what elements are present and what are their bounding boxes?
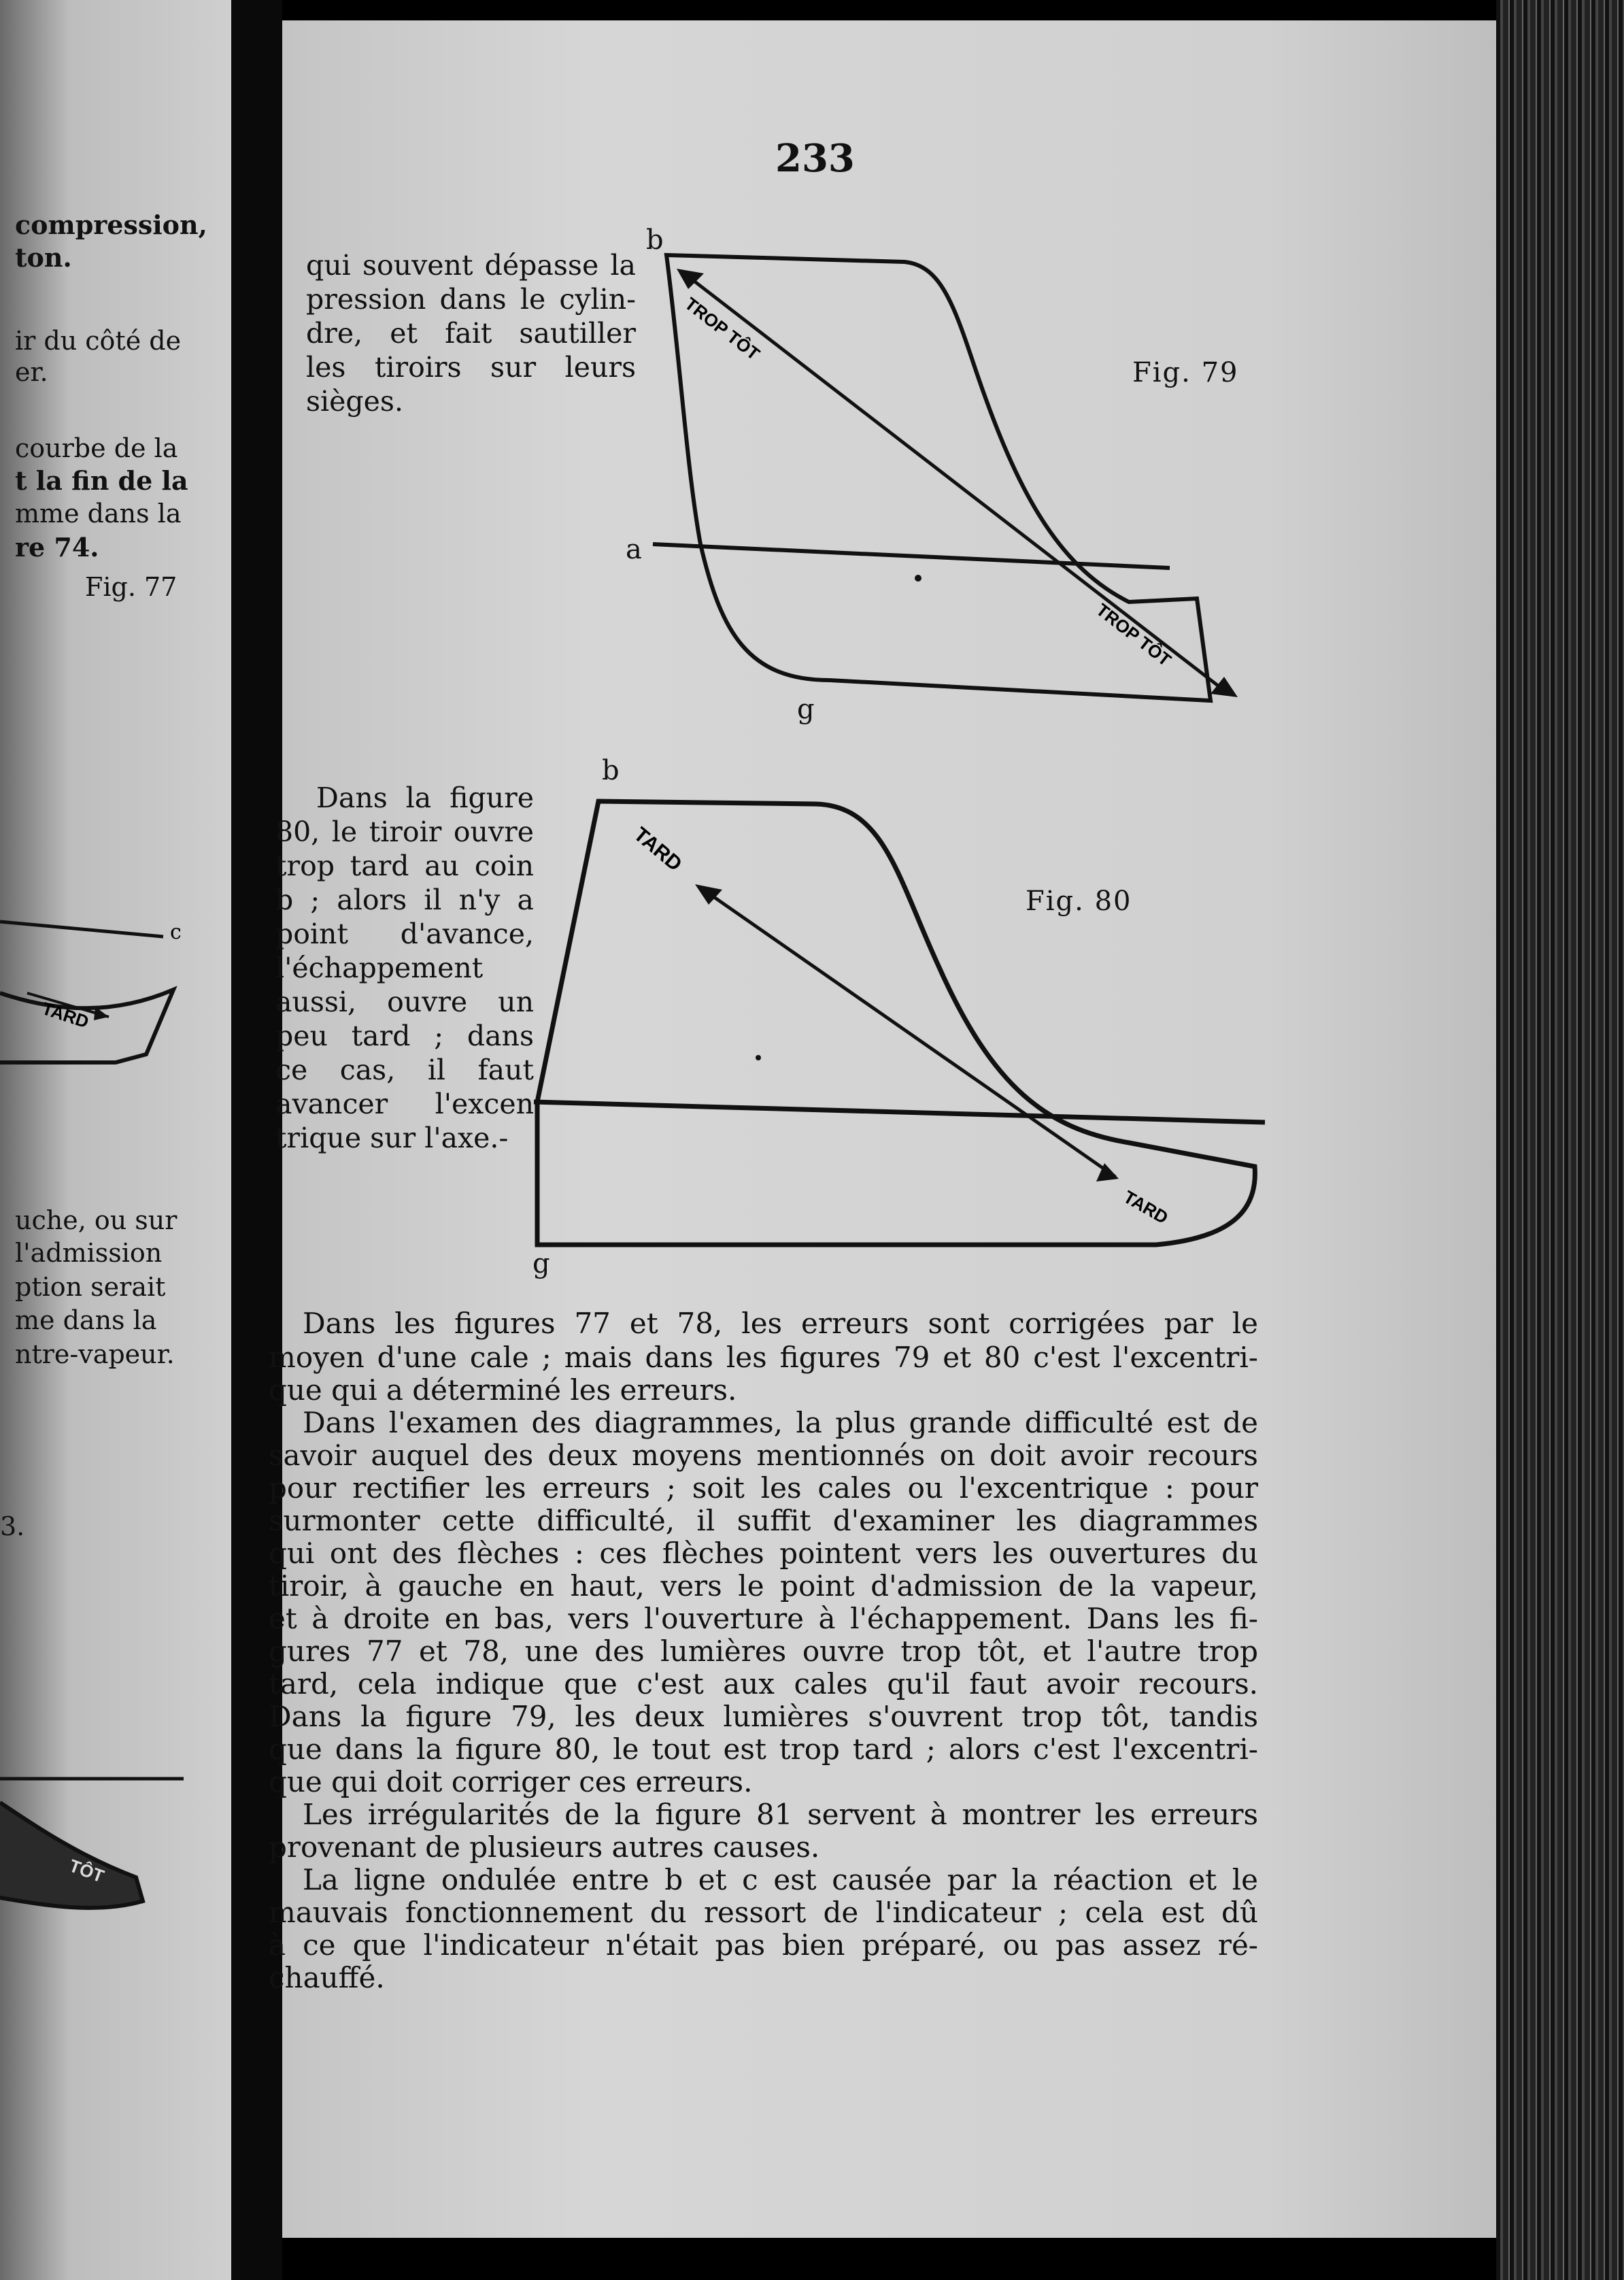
body-line: mauvais fonctionnement du ressort de l'indicateur ; cela est dû: [269, 1896, 1258, 1929]
left-page-line: ton.: [15, 242, 72, 273]
left-diagram-label-tard: TARD: [39, 998, 92, 1033]
left-diagram-fig77: [0, 1768, 231, 1925]
fig80-text-line: trique sur l'axe.-: [275, 1122, 509, 1154]
fig79-text-line: sièges.: [306, 385, 403, 418]
body-line: moyen d'une cale ; mais dans les figures 79 et 80 c'est l'excentri-: [269, 1341, 1258, 1374]
page-number: 233: [775, 136, 855, 181]
left-page-line: courbe de la: [15, 433, 178, 463]
left-page-line: compression,: [15, 209, 207, 240]
body-line: que qui doit corriger ces erreurs.: [269, 1765, 753, 1798]
left-page-line: mme dans la: [15, 499, 182, 529]
body-line: que dans la figure 80, le tout est trop tard ; alors c'est l'excentri-: [269, 1732, 1258, 1766]
body-line: Les irrégularités de la figure 81 servent à montrer les erreurs: [303, 1798, 1258, 1831]
fig79-text-line: pression dans le cylin-: [306, 283, 636, 316]
left-page-line: me dans la: [15, 1305, 157, 1335]
left-diagram-fig78: [0, 884, 231, 1102]
fig79-label-g: g: [797, 694, 815, 725]
body-line: savoir auquel des deux moyens mentionnés on doit avoir recours: [269, 1439, 1258, 1472]
page-edges: [1496, 0, 1624, 2280]
fig80-text-line: peu tard ; dans: [275, 1020, 534, 1052]
left-page-line: uche, ou sur: [15, 1205, 177, 1235]
fig80-arrow-label-bottom: TARD: [1120, 1186, 1172, 1228]
body-line: Dans l'examen des diagrammes, la plus grande difficulté est de: [303, 1406, 1258, 1439]
left-diagram-label-tot: TÔT: [66, 1855, 107, 1887]
left-page-line: re 74.: [15, 532, 99, 563]
fig80-text-line: aussi, ouvre un: [275, 986, 534, 1018]
left-page-line: ption serait: [15, 1272, 166, 1302]
body-line: Dans la figure 79, les deux lumières s'ouvrent trop tôt, tandis: [269, 1700, 1258, 1733]
body-line: pour rectifier les erreurs ; soit les cales ou l'excentrique : pour: [269, 1471, 1258, 1505]
body-line: qui ont des flèches : ces flèches pointent vers les ouvertures du: [269, 1537, 1258, 1570]
fig79-caption: Fig. 79: [1132, 357, 1239, 388]
fig79-side-text: [306, 248, 636, 418]
fig80-label-b: b: [602, 755, 620, 786]
fig80-text-line: trop tard au coin: [275, 850, 534, 882]
fig80-text-line: 80, le tiroir ouvre: [275, 816, 534, 848]
left-page-line: l'admission: [15, 1238, 163, 1268]
body-line: et à droite en bas, vers l'ouverture à l'échappement. Dans les fi-: [269, 1602, 1258, 1635]
fig79-text-line: les tiroirs sur leurs: [306, 351, 636, 384]
fig80-text-line: b ; alors il n'y a: [275, 884, 534, 916]
body-line: gures 77 et 78, une des lumières ouvre trop tôt, et l'autre trop: [269, 1634, 1258, 1668]
left-page-line: er.: [15, 357, 48, 387]
body-line: La ligne ondulée entre b et c est causée par la réaction et le: [303, 1863, 1258, 1896]
left-page-line: 3.: [0, 1511, 25, 1541]
fig79-label-a: a: [626, 534, 642, 565]
fig80-text-line: avancer l'excen: [275, 1088, 534, 1120]
fig80-text-line: l'échappement: [275, 952, 484, 984]
body-line: surmonter cette difficulté, il suffit d'examiner les diagrammes: [269, 1504, 1258, 1537]
fig79-arrow-label-bottom: TROP TÔT: [1092, 599, 1175, 671]
fig79-label-b: b: [646, 224, 664, 256]
body-line: que qui a déterminé les erreurs.: [269, 1373, 737, 1407]
fig80-side-text: [275, 781, 534, 1155]
fig80-diagram: [517, 775, 1299, 1265]
left-page-line: ntre-vapeur.: [15, 1339, 175, 1369]
fig79-text-line: dre, et fait sautiller: [306, 317, 636, 350]
fig79-arrow-label-top: TROP TÔT: [681, 293, 764, 365]
fig80-arrow-label-top: TARD: [629, 823, 686, 876]
body-line: chauffé.: [269, 1961, 385, 1994]
left-page-line: t la fin de la: [15, 465, 188, 496]
fig79-text-line: qui souvent dépasse la: [306, 249, 636, 282]
body-line: tiroir, à gauche en haut, vers le point d'admission de la vapeur,: [269, 1569, 1258, 1603]
fig80-label-g: g: [532, 1248, 550, 1279]
body-line: provenant de plusieurs autres causes.: [269, 1830, 820, 1864]
fig80-text-line: Dans la figure: [316, 782, 534, 814]
fig80-text-line: point d'avance,: [275, 918, 534, 950]
left-page-line: Fig. 77: [85, 572, 177, 602]
body-line: Dans les figures 77 et 78, les erreurs sont corrigées par le: [303, 1307, 1258, 1340]
body-line: à ce que l'indicateur n'était pas bien préparé, ou pas assez ré-: [269, 1928, 1258, 1962]
left-page-line: ir du côté de: [15, 326, 182, 356]
left-diagram-label-c: c: [170, 920, 182, 944]
body-line: tard, cela indique que c'est aux cales qu'il faut avoir recours.: [269, 1667, 1258, 1700]
fig80-text-line: ce cas, il faut: [275, 1054, 534, 1086]
fig79-diagram: [612, 224, 1292, 728]
fig80-caption: Fig. 80: [1026, 886, 1132, 917]
